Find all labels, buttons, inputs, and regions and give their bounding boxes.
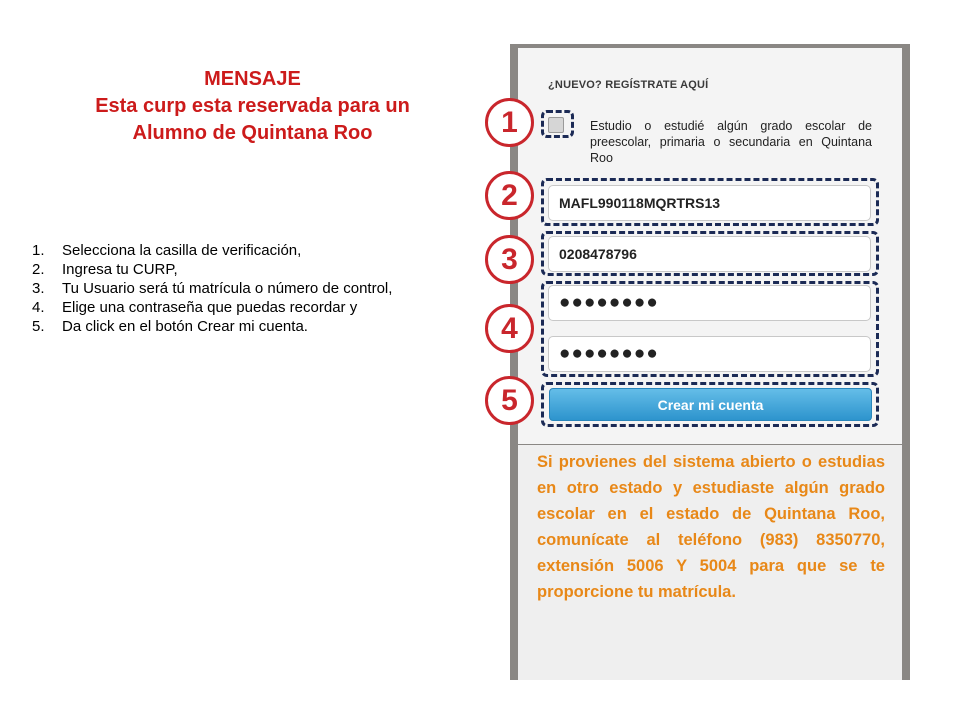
message-line-2: Alumno de Quintana Roo: [132, 122, 373, 144]
instruction-step: 4. Elige una contraseña que puedas recordar y: [32, 299, 358, 316]
instruction-step: 5. Da click en el botón Crear mi cuenta.: [32, 318, 308, 335]
confirm-password-input[interactable]: [548, 336, 871, 372]
step-marker-5: 5: [485, 376, 534, 425]
instruction-step: 2. Ingresa tu CURP,: [32, 261, 178, 278]
step-marker-1: 1: [485, 98, 534, 147]
user-input[interactable]: [548, 236, 871, 272]
info-text: Si provienes del sistema abierto o estudias en otro estado y estudiaste algún grado escolar en el estado de Quintana Roo, comunícate al teléfono (983) 8350770, extensión 5006 Y 5004 para que se te proporcione tu matrícula.: [537, 453, 885, 601]
message-block: [20, 66, 485, 147]
register-title: ¿NUEVO? REGÍSTRATE AQUÍ: [548, 79, 709, 91]
instruction-step: 3. Tu Usuario será tú matrícula o número de control,: [32, 280, 393, 297]
curp-value: MAFL990118MQRTRS13: [559, 195, 721, 211]
step-marker-4: 4: [485, 304, 534, 353]
checkbox-label: Estudio o estudié algún grado escolar de preescolar, primaria o secundaria en Quintana Roo: [590, 119, 872, 165]
instruction-step: 1. Selecciona la casilla de verificación,: [32, 242, 302, 259]
user-value: 0208478796: [559, 246, 637, 262]
message-line-1: Esta curp esta reservada para un: [95, 95, 410, 117]
message-heading: MENSAJE: [204, 68, 301, 90]
quintana-roo-checkbox[interactable]: [548, 117, 564, 133]
confirm-password-mask: ●●●●●●●●: [559, 343, 659, 364]
instructions-list: [32, 241, 392, 336]
step-marker-3: 3: [485, 235, 534, 284]
password-input[interactable]: [548, 285, 871, 321]
step-marker-2: 2: [485, 171, 534, 220]
password-mask: ●●●●●●●●: [559, 292, 659, 313]
create-account-button[interactable]: Crear mi cuenta: [549, 388, 872, 421]
curp-input[interactable]: [548, 185, 871, 221]
